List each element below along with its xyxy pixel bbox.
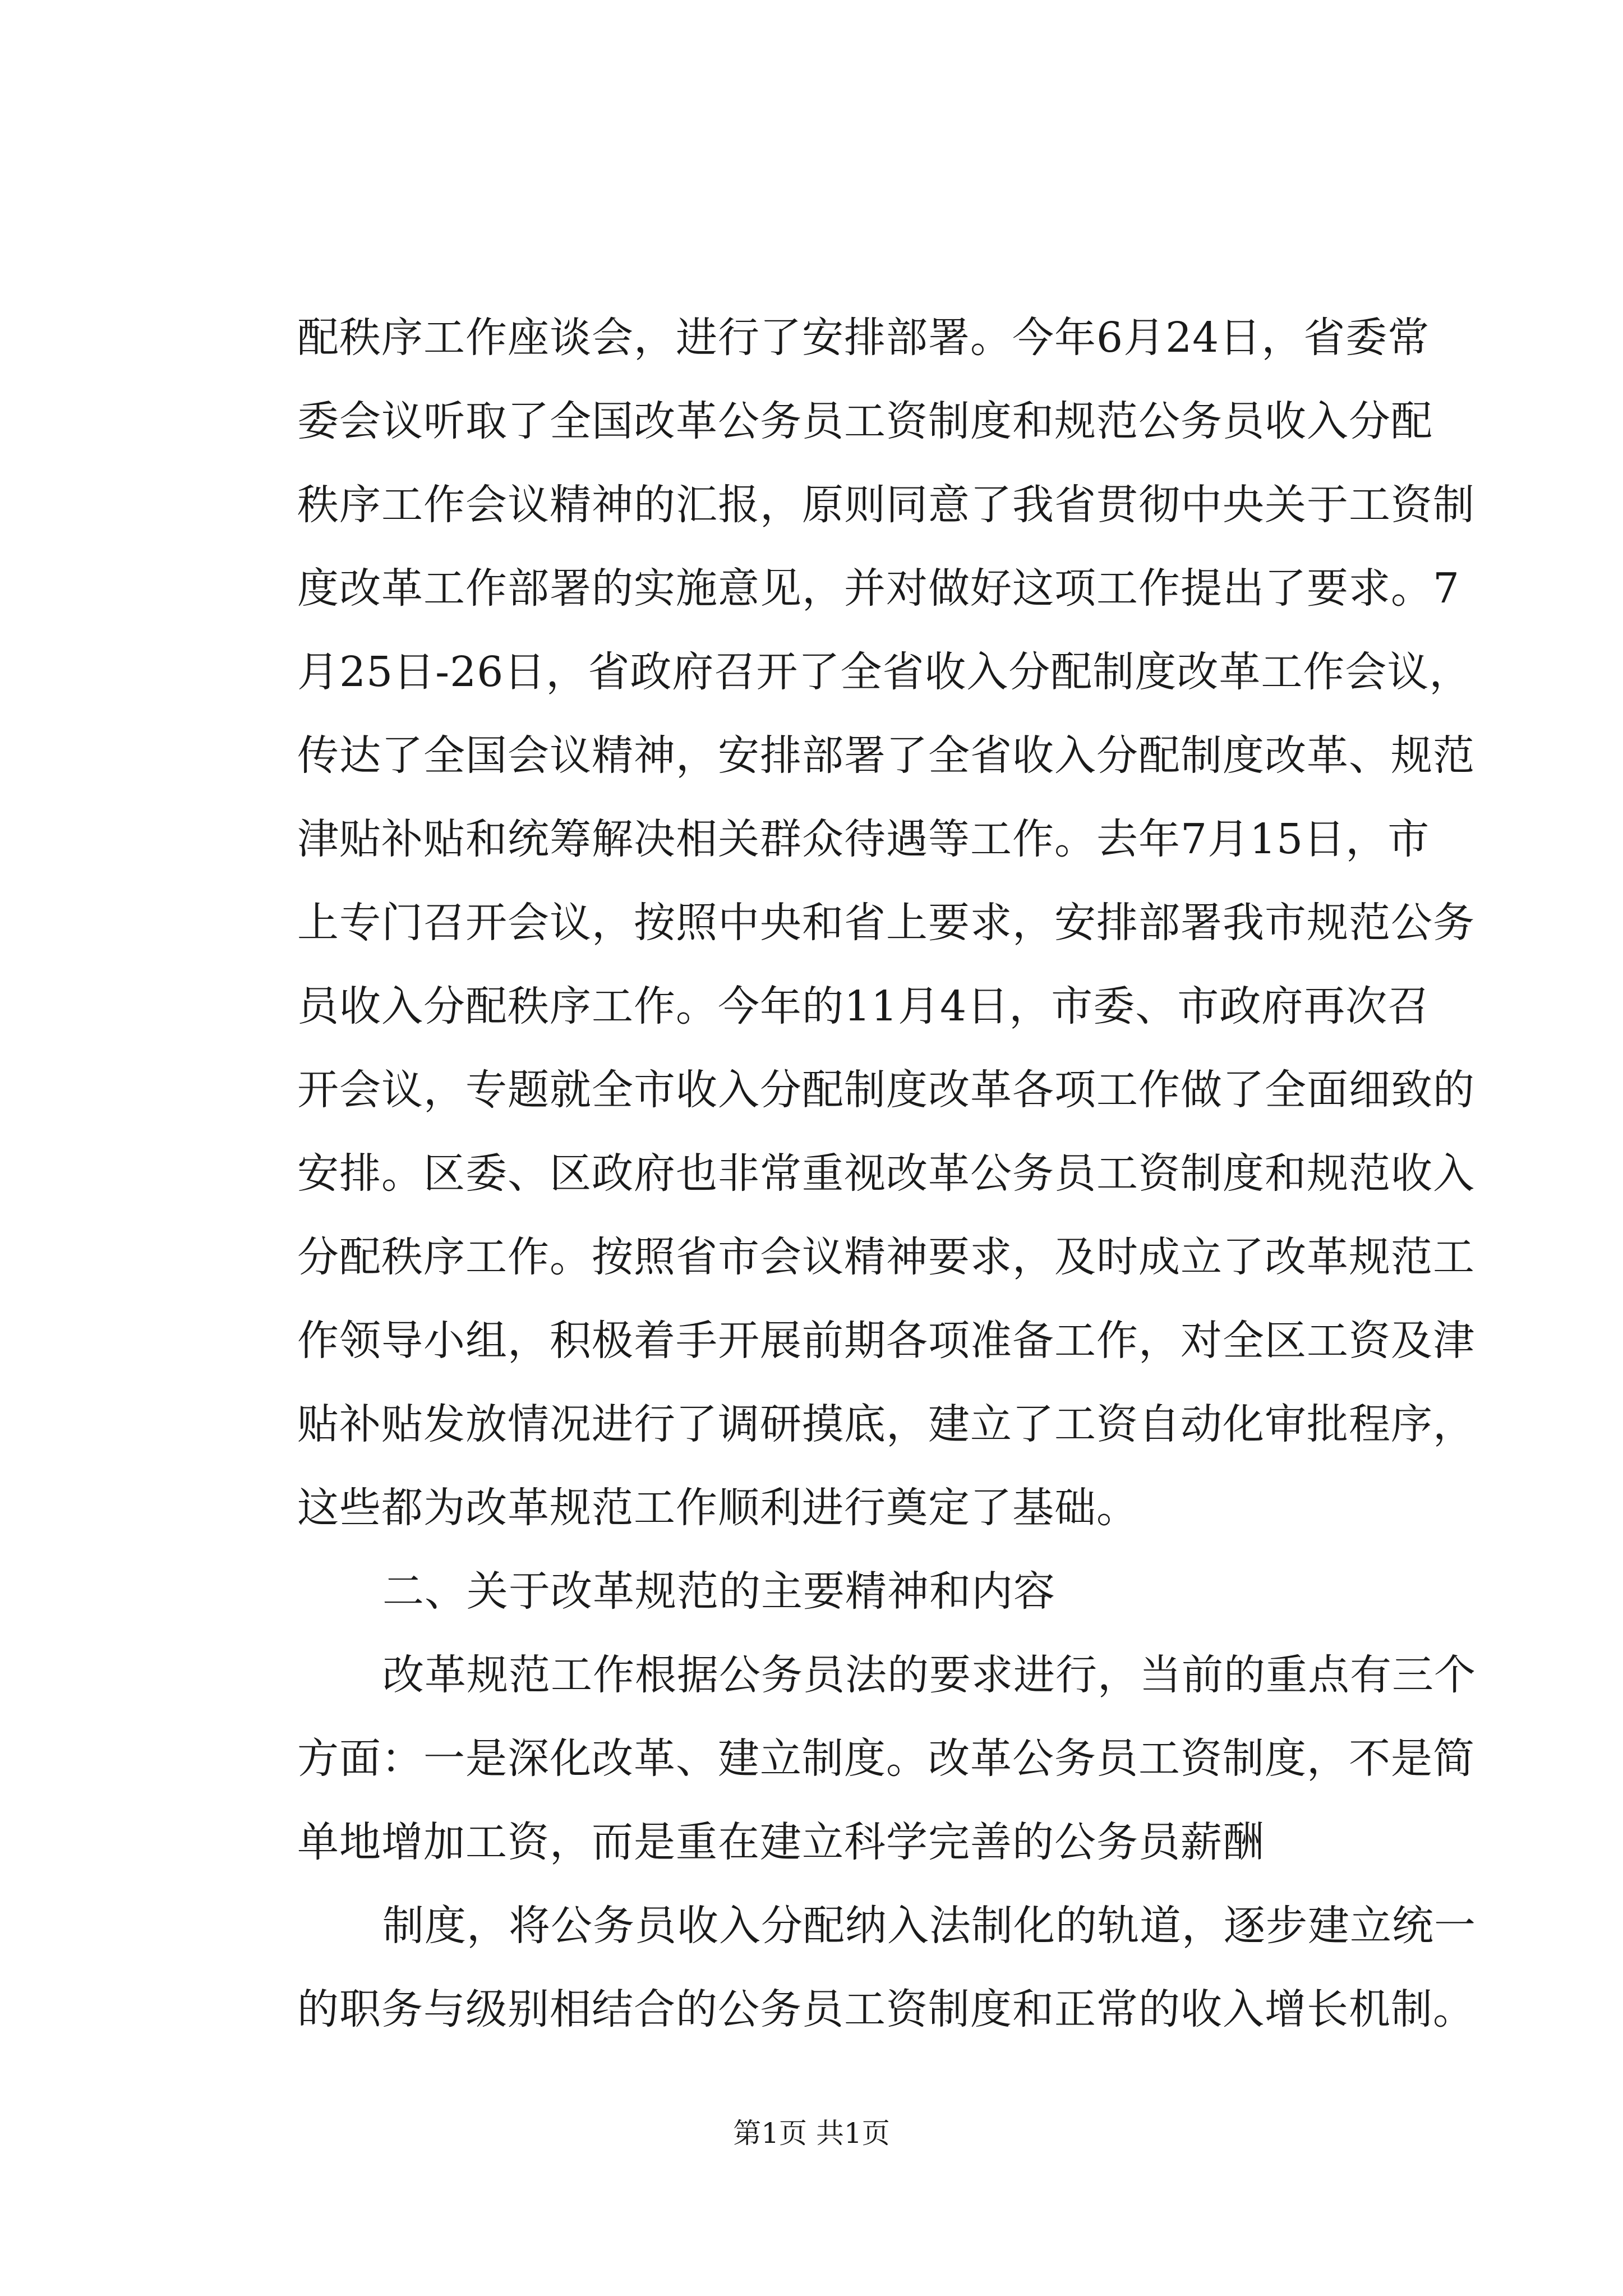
text-line: 这些都为改革规范工作顺利进行奠定了基础。 [297,1484,1138,1532]
text-line: 秩序工作会议精神的汇报，原则同意了我省贯彻中央关于工资制 [297,481,1475,529]
text-line: 安排。区委、区政府也非常重视改革公务员工资制度和规范收入 [297,1149,1475,1198]
text-line: 度改革工作部署的实施意见，并对做好这项工作提出了要求。7 [297,564,1460,613]
text-line: 月25日-26日，省政府召开了全省收入分配制度改革工作会议， [297,648,1472,696]
section-heading: 二、关于改革规范的主要精神和内容 [382,1567,1055,1616]
text-line: 改革规范工作根据公务员法的要求进行，当前的重点有三个 [382,1651,1476,1699]
text-line: 传达了全国会议精神，安排部署了全省收入分配制度改革、规范 [297,731,1475,780]
text-line: 分配秩序工作。按照省市会议精神要求，及时成立了改革规范工 [297,1233,1475,1281]
text-line: 作领导小组，积极着手开展前期各项准备工作，对全区工资及津 [297,1317,1475,1365]
text-line: 方面：一是深化改革、建立制度。改革公务员工资制度，不是简 [297,1734,1475,1783]
text-line: 上专门召开会议，按照中央和省上要求，安排部署我市规范公务 [297,899,1475,947]
text-line: 的职务与级别相结合的公务员工资制度和正常的收入增长机制。 [297,1985,1475,2033]
text-line: 津贴补贴和统筹解决相关群众待遇等工作。去年7月15日，市 [297,815,1430,863]
text-line: 配秩序工作座谈会，进行了安排部署。今年6月24日，省委常 [297,314,1430,362]
text-line: 单地增加工资，而是重在建立科学完善的公务员薪酬 [297,1818,1265,1866]
text-line: 贴补贴发放情况进行了调研摸底，建立了工资自动化审批程序， [297,1400,1475,1448]
text-line: 开会议，专题就全市收入分配制度改革各项工作做了全面细致的 [297,1066,1475,1114]
text-line: 委会议听取了全国改革公务员工资制度和规范公务员收入分配 [297,397,1433,445]
page-footer: 第1页 共1页 [733,2117,890,2150]
text-line: 制度，将公务员收入分配纳入法制化的轨道，逐步建立统一 [382,1902,1476,1950]
text-line: 员收入分配秩序工作。今年的11月4日，市委、市政府再次召 [297,982,1430,1030]
document-body [297,296,1476,2051]
